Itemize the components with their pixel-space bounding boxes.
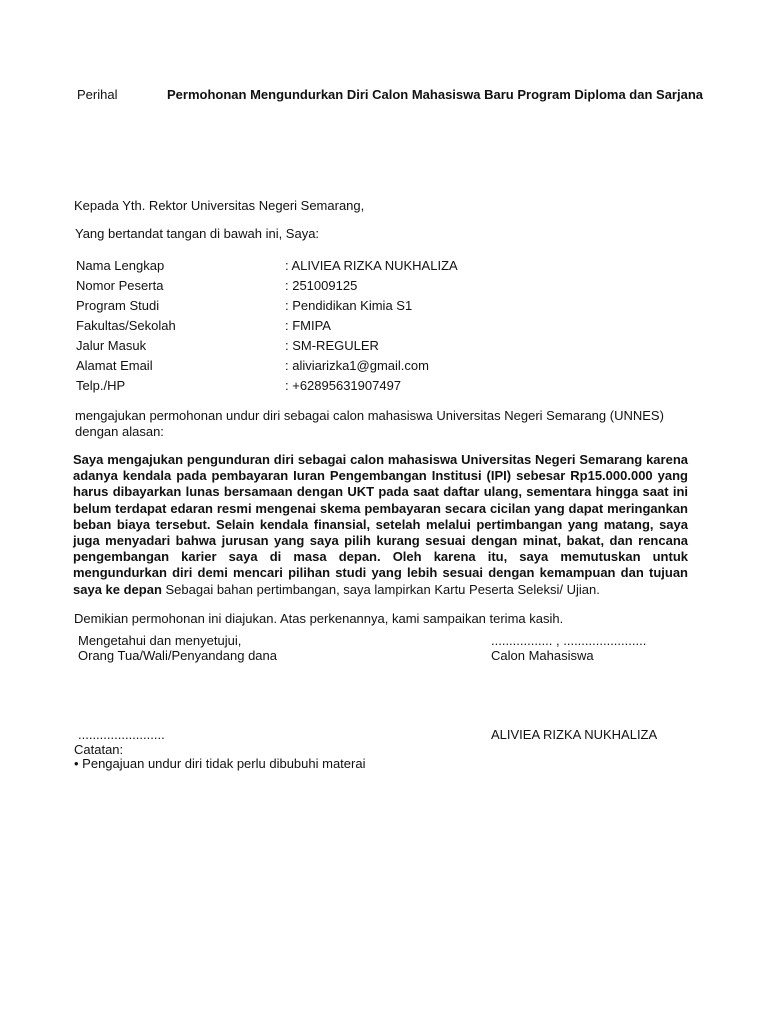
student-role: Calon Mahasiswa: [491, 648, 594, 663]
field-value: : ALIVIEA RIZKA NUKHALIZA: [285, 258, 458, 273]
field-row-admission-path: [76, 338, 676, 358]
field-row-participant-number: [76, 278, 676, 298]
parent-signature-name: ........................: [78, 727, 165, 742]
field-value: : 251009125: [285, 278, 358, 293]
field-row-email: [76, 358, 676, 378]
field-label: Fakultas/Sekolah: [76, 318, 176, 333]
notes-item: • Pengajuan undur diri tidak perlu dibubuhi materai: [74, 756, 366, 771]
field-value: : +62895631907497: [285, 378, 402, 393]
field-row-name: [76, 258, 676, 278]
reason-paragraph: [73, 452, 688, 598]
subject-label: Perihal: [77, 87, 118, 102]
field-label: Nomor Peserta: [76, 278, 164, 293]
student-signature-name: ALIVIEA RIZKA NUKHALIZA: [491, 727, 658, 742]
field-value: : FMIPA: [285, 318, 331, 333]
reason-normal-text: Sebagai bahan pertimbangan, saya lampirkan Kartu Peserta Seleksi/ Ujian.: [161, 581, 600, 597]
field-label: Jalur Masuk: [76, 338, 147, 353]
parent-role: Orang Tua/Wali/Penyandang dana: [78, 648, 277, 663]
reason-bold-text: Saya mengajukan pengunduran diri sebagai calon mahasiswa Universitas Negeri Semarang karena adanya kendala pada pembayaran Iuran Pengembangan Institusi (IPI) sebesar Rp15.000.000 yang harus dibayarkan lunas bersamaan dengan UKT pada saat daftar ulang, sementara hingga saat ini belum terdapat edaran resmi mengenai skema pembayaran secara cicilan yang dapat meringankan beban biaya tersebut. Selain kendala finansial, setelah melalui pertimbangan yang matang, saya juga menyadari bahwa jurusan yang saya pilih kurang sesuai dengan minat, bakat, dan rencana pengembangan karier saya di masa depan. Oleh karena itu, saya memutuskan untuk mengundurkan diri demi mencari pilihan studi yang lebih sesuai dengan kemampuan dan tujuan saya ke depan: [73, 452, 688, 597]
field-row-study-program: [76, 298, 676, 318]
parent-approval-line: Mengetahui dan menyetujui,: [78, 633, 242, 648]
place-date-line: ................. , .......................: [491, 633, 647, 648]
field-value: : SM-REGULER: [285, 338, 379, 353]
salutation: Kepada Yth. Rektor Universitas Negeri Semarang,: [74, 198, 365, 213]
field-label: Program Studi: [76, 298, 160, 313]
field-value: : aliviarizka1@gmail.com: [285, 358, 429, 373]
intro-text: Yang bertandat tangan di bawah ini, Saya:: [75, 226, 320, 241]
field-label: Nama Lengkap: [76, 258, 165, 273]
field-value: : Pendidikan Kimia S1: [285, 298, 413, 313]
field-label: Alamat Email: [76, 358, 153, 373]
field-label: Telp./HP: [76, 378, 126, 393]
subject-title: Permohonan Mengundurkan Diri Calon Mahasiswa Baru Program Diploma dan Sarjana: [167, 87, 703, 102]
request-paragraph: mengajukan permohonan undur diri sebagai calon mahasiswa Universitas Negeri Semarang (UNNES) dengan alasan:: [75, 408, 664, 439]
closing-text: Demikian permohonan ini diajukan. Atas perkenannya, kami sampaikan terima kasih.: [74, 611, 564, 626]
notes-title: Catatan:: [74, 742, 124, 757]
field-row-phone: [76, 378, 676, 398]
field-row-faculty: [76, 318, 676, 338]
